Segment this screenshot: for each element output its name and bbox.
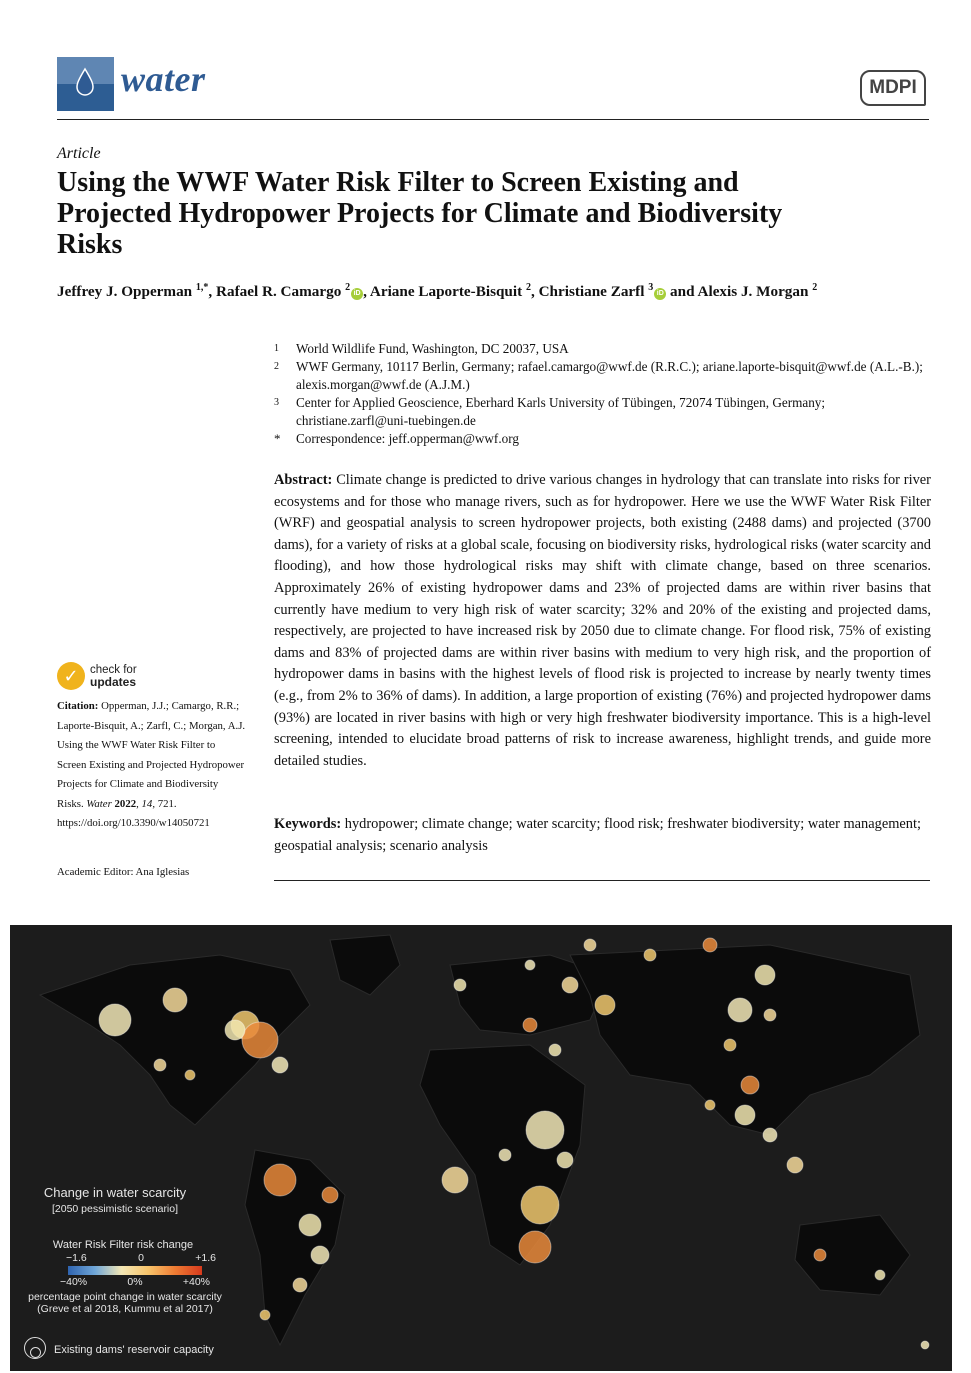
author-list: Jeffrey J. Opperman $^{1,*}$, Rafael R. Camargo $^2$iD , Ariane Laporte-Bisquit $^2$, Christiane Zarfl $^3$iD and Alexis J. Morgan $^2$ xyxy=(57,282,818,301)
legend-tick: 0% xyxy=(127,1276,143,1288)
dam-bubble xyxy=(595,995,615,1015)
dam-bubble xyxy=(875,1270,885,1280)
dam-bubble xyxy=(703,938,717,952)
affiliation-item xyxy=(274,340,934,358)
legend-scale-title: Water Risk Filter risk change xyxy=(52,1239,194,1251)
dam-bubble xyxy=(225,1020,245,1040)
legend-tick: +40% xyxy=(182,1276,210,1288)
dam-bubble xyxy=(185,1070,195,1080)
dam-bubble xyxy=(557,1152,573,1168)
keywords-label: Keywords: xyxy=(274,816,342,832)
dam-bubble xyxy=(562,977,578,993)
landmass-greenland xyxy=(330,935,400,995)
check-updates-label xyxy=(90,664,137,688)
landmass-australia xyxy=(795,1215,910,1295)
dam-bubble xyxy=(921,1341,929,1349)
dam-bubble xyxy=(264,1164,296,1196)
dam-bubble xyxy=(741,1076,759,1094)
dam-bubble xyxy=(454,979,466,991)
affiliation-text: World Wildlife Fund, Washington, DC 20037, USA xyxy=(296,341,569,356)
dam-bubble xyxy=(787,1157,803,1173)
check-updates-line1: check for xyxy=(90,664,137,676)
dam-bubble xyxy=(519,1231,551,1263)
dam-bubble xyxy=(272,1057,288,1073)
dam-bubble xyxy=(499,1149,511,1161)
dam-bubble xyxy=(442,1167,468,1193)
article-type: Article xyxy=(57,145,101,162)
legend-tick: −40% xyxy=(60,1276,88,1288)
legend-tick: 0 xyxy=(138,1252,144,1264)
abstract-text: Climate change is predicted to drive various changes in hydrology that can translate into risks for river ecosystems and for those who manage rivers, such as for hydropower. Here we use the WWF Water Risk Filter (WRF) and geospatial analysis to screen hydropower projects, both existing (2488 dams) and projected (3700 dams), for a variety of risks at a global scale, focusing on biodiversity risks, hydrological risks (water scarcity and flooding), and how those hydrological risks may shift with climate change, based on three scenarios. Approximately 26% of existing hydropower dams and 23% of projected dams are within river basins that currently have medium to very high risk of water scarcity; 32% and 20% of the existing and projected dams, respectively, are projected to have increased risk by 2050 due to climate change. For flood risk, 75% of existing dams and 83% of projected dams are within river basins with medium to very high risk, and the proportion of hydropower dams in basins with the highest levels of flood risk is projected to increase by nearly twenty times (e.g., from 2% to 36% of dams). In addition, a large proportion of existing (76%) and projected hydropower dams (93%) are located in river basins with high or very high freshwater biodiversity importance. This is a high-level screening, intended to elucidate broad patterns of risk to increase awareness, highlight trends, and guide more detailed studies. xyxy=(274,472,931,769)
legend-title: Change in water scarcity xyxy=(43,1185,187,1200)
affiliation-mark: 3 xyxy=(274,397,279,408)
author-affiliation-mark: 1,* xyxy=(195,282,209,293)
affiliation-item xyxy=(274,358,934,394)
affiliation-text: WWF Germany, 10117 Berlin, Germany; rafael.camargo@wwf.de (R.R.C.); ariane.laporte-bisquit@wwf.de (A.L.-B.); alexis.morgan@wwf.de (A.J.M.) xyxy=(296,359,923,392)
legend-caption-line: (Greve et al 2018, Kummu et al 2017) xyxy=(37,1303,213,1315)
bubble-size-icon xyxy=(24,1337,46,1359)
author-name[interactable]: Christiane Zarfl xyxy=(538,283,645,301)
legend-tick: +1.6 xyxy=(195,1252,216,1264)
dam-bubble xyxy=(163,988,187,1012)
author-name[interactable]: Ariane Laporte-Bisquit xyxy=(369,283,523,301)
dam-bubble xyxy=(764,1009,776,1021)
legend-subtitle: [2050 pessimistic scenario] xyxy=(51,1203,179,1215)
legend-tick: −1.6 xyxy=(66,1252,87,1264)
dam-bubble xyxy=(242,1022,278,1058)
dam-bubble xyxy=(549,1044,561,1056)
abstract-label: Abstract: xyxy=(274,472,333,488)
dam-bubble xyxy=(523,1018,537,1032)
academic-editor: Academic Editor: Ana Iglesias xyxy=(57,866,190,878)
world-map-figure xyxy=(10,925,952,1371)
dam-bubble xyxy=(322,1187,338,1203)
dam-bubble xyxy=(260,1310,270,1320)
affiliation-item xyxy=(274,430,934,448)
article-title: Using the WWF Water Risk Filter to Screen Existing and Projected Hydropower Projects for Climate and Biodiversity Risks xyxy=(57,167,783,260)
author-affiliation-mark: 2 xyxy=(345,282,351,293)
dam-bubble xyxy=(293,1278,307,1292)
legend-size-label: Existing dams' reservoir capacity xyxy=(54,1344,214,1356)
citation-doi-link[interactable]: , 721. https://doi.org/10.3390/w14050721 xyxy=(57,797,210,829)
abstract xyxy=(274,470,931,772)
orcid-icon[interactable]: iD xyxy=(654,288,666,300)
dam-bubble xyxy=(755,965,775,985)
author-affiliation-mark: 3 xyxy=(648,282,654,293)
check-for-updates-button[interactable] xyxy=(57,662,137,690)
dam-bubble xyxy=(311,1246,329,1264)
author-name[interactable]: Rafael R. Camargo xyxy=(216,283,342,301)
affiliation-item xyxy=(274,394,934,430)
dam-bubble xyxy=(154,1059,166,1071)
keywords xyxy=(274,814,931,857)
citation-label: Citation: xyxy=(57,700,99,712)
dam-bubble xyxy=(299,1214,321,1236)
affiliation-mark: * xyxy=(274,431,281,446)
legend-caption xyxy=(20,1291,230,1315)
affiliation-text: Correspondence: jeff.opperman@wwf.org xyxy=(296,431,519,446)
citation-journal: Water xyxy=(86,797,112,810)
citation-volume: 14 xyxy=(141,797,153,810)
citation-text: Opperman, J.J.; Camargo, R.R.; Laporte-Bisquit, A.; Zarfl, C.; Morgan, A.J. Using the WWF Water Risk Filter to Screen Existing and Projected Hydropower Projects for Climate and Biodiversity Risks. xyxy=(57,700,246,810)
dam-bubble xyxy=(584,939,596,951)
dam-bubble xyxy=(728,998,752,1022)
author-affiliation-mark: 2 xyxy=(525,282,531,293)
citation: Citation: Opperman, J.J.; Camargo, R.R.; Laporte-Bisquit, A.; Zarfl, C.; Morgan, A.J. Using the WWF Water Risk Filter to Screen Existing and Projected Hydropower Projects for Climate and Biodiversity Risks. Water 2022, 14, 721. https://doi.org/10.3390/w14050721 xyxy=(57,700,246,829)
affiliations xyxy=(274,340,934,448)
author-name[interactable]: Jeffrey J. Opperman xyxy=(57,283,193,301)
dam-bubble xyxy=(644,949,656,961)
dam-bubble xyxy=(99,1004,131,1036)
dam-bubble xyxy=(735,1105,755,1125)
legend-ticks-top xyxy=(66,1252,216,1264)
orcid-icon[interactable]: iD xyxy=(351,288,363,300)
header-divider xyxy=(57,119,929,120)
author-affiliation-mark: 2 xyxy=(812,282,818,293)
dam-bubble xyxy=(521,1186,559,1224)
legend-color-bar xyxy=(68,1266,202,1275)
section-divider xyxy=(274,880,930,881)
checkmark-icon: ✓ xyxy=(57,662,85,690)
journal-name: water xyxy=(121,59,206,99)
affiliation-text: Center for Applied Geoscience, Eberhard Karls University of Tübingen, 72074 Tübingen, Germany; christiane.zarfl@uni-tuebingen.de xyxy=(296,395,826,428)
dam-bubble xyxy=(526,1111,564,1149)
dam-bubble xyxy=(724,1039,736,1051)
legend-caption-line: percentage point change in water scarcity xyxy=(28,1291,222,1303)
affiliation-mark: 2 xyxy=(274,361,279,372)
publisher-logo[interactable]: MDPI xyxy=(860,70,926,106)
dam-bubble xyxy=(763,1128,777,1142)
affiliation-mark: 1 xyxy=(274,343,279,354)
keywords-text: hydropower; climate change; water scarcity; flood risk; freshwater biodiversity; water management; geospatial analysis; scenario analysis xyxy=(274,816,921,854)
dam-bubble xyxy=(525,960,535,970)
dam-bubble xyxy=(705,1100,715,1110)
journal-logo-icon xyxy=(57,57,114,111)
author-name[interactable]: Alexis J. Morgan xyxy=(697,283,809,301)
dam-bubble xyxy=(814,1249,826,1261)
check-updates-line2: updates xyxy=(90,675,137,689)
legend-ticks-bottom xyxy=(60,1276,210,1288)
citation-year: 2022 xyxy=(114,797,137,810)
